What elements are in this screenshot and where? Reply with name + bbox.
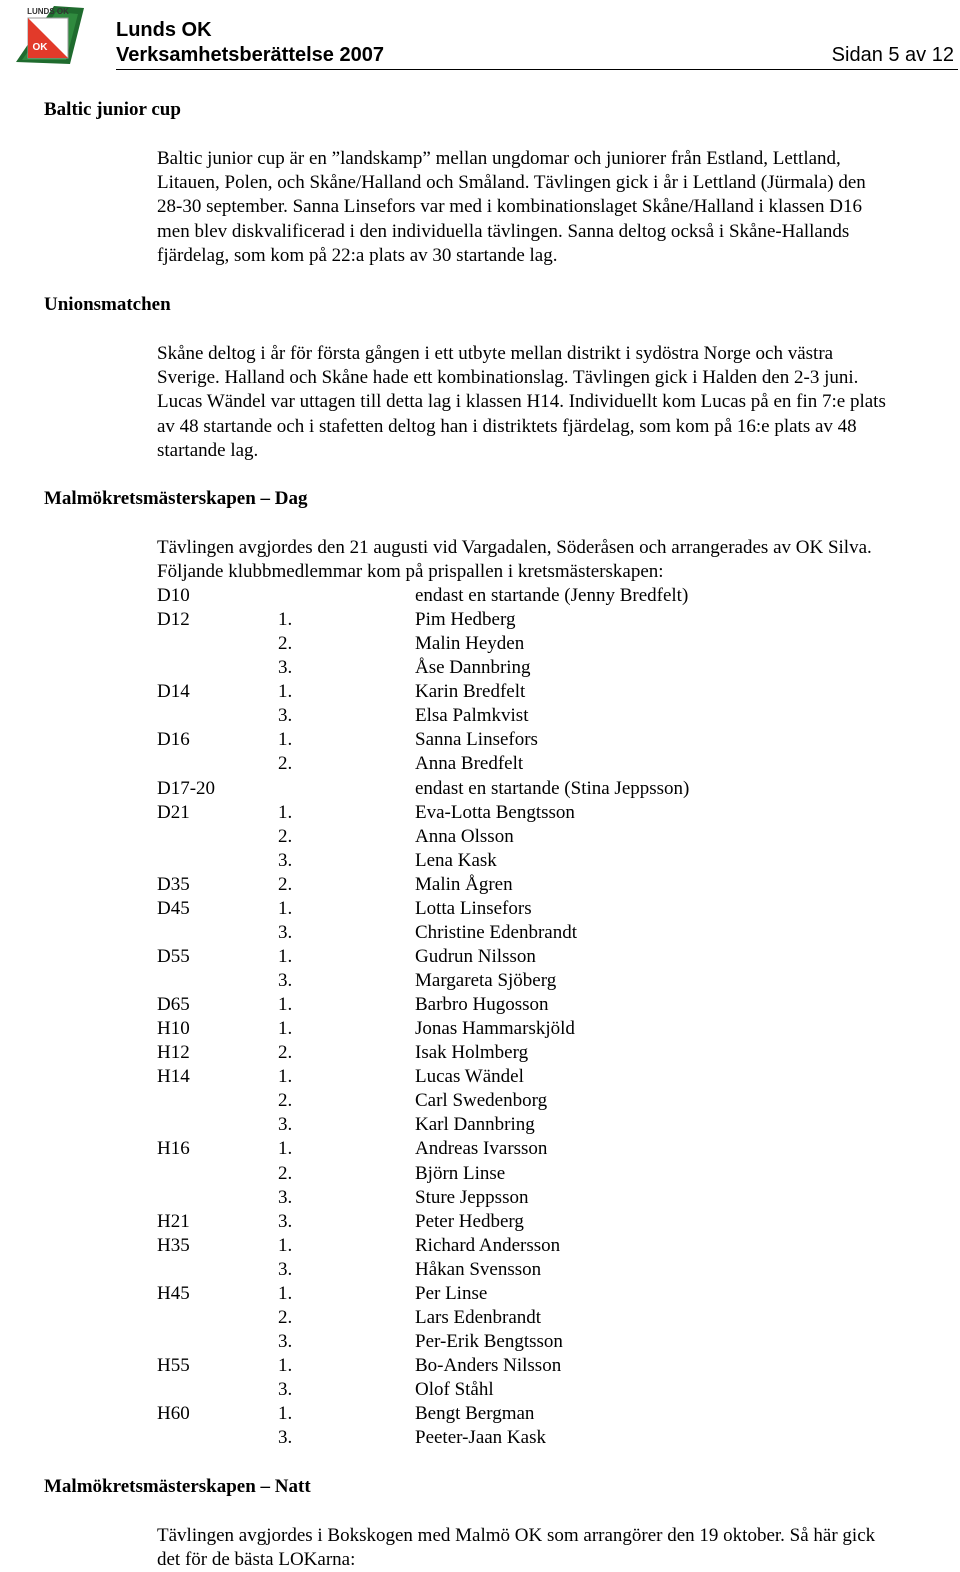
result-class: H10 [157,1018,190,1040]
result-place: 2. [278,633,293,655]
result-place: 1. [278,1138,293,1160]
paragraph-line: Sverige. Halland och Skåne hade ett kombinationslag. Tävlingen gick i Halden den 2-3 juni. [157,367,859,389]
result-row [157,825,857,849]
result-name: Anna Olsson [415,825,514,847]
night-paragraph [157,1524,957,1572]
result-class: H16 [157,1138,190,1160]
result-name: Lena Kask [415,849,497,871]
result-name: Bo-Anders Nilsson [415,1355,562,1376]
result-place: 1. [278,729,293,751]
result-name: Håkan Svensson [415,1258,542,1280]
page-number: Sidan 5 av 12 [831,44,954,66]
result-class: D35 [157,873,190,895]
report-header-line [116,43,958,70]
result-class: D14 [157,681,190,703]
result-row [157,897,857,921]
result-name: Bengt Bergman [415,1403,535,1425]
result-class: D10 [157,585,190,606]
result-name: Richard Andersson [415,1234,561,1256]
result-name: Gudrun Nilsson [415,945,536,967]
union-paragraph [157,342,957,463]
result-name: Lars Edenbrandt [415,1306,542,1328]
result-place: 1. [278,1066,293,1088]
result-row [157,752,857,776]
result-place: 3. [278,1379,293,1401]
result-place: 2. [278,1090,293,1112]
paragraph-line: Skåne deltog i år för första gången i ett utbyte mellan distrikt i sydöstra Norge och västra [157,343,834,364]
result-row [157,1065,857,1089]
result-row [157,873,857,897]
result-class: D17-20 [157,777,216,799]
result-row [157,945,857,969]
section-heading-baltic: Baltic junior cup [44,99,181,120]
paragraph-line: Baltic junior cup är en ”landskamp” mellan ungdomar och juniorer från Estland, Lettland, [157,148,841,169]
result-row [157,704,857,728]
result-row [157,1402,857,1426]
result-class: H45 [157,1282,190,1304]
result-place: 1. [278,994,293,1016]
results-list [157,584,857,1450]
result-class: H21 [157,1210,190,1232]
result-class: D65 [157,994,190,1016]
result-place: 2. [278,1162,293,1184]
result-class: D45 [157,897,190,919]
result-name: Elsa Palmkvist [415,705,529,727]
result-row [157,728,857,752]
result-name: Eva-Lotta Bengtsson [415,801,575,823]
result-name: Sture Jeppsson [415,1186,529,1208]
result-row [157,608,857,632]
result-place: 1. [278,681,293,703]
report-title: Verksamhetsberättelse 2007 [116,44,384,66]
result-place: 2. [278,753,293,775]
result-row [157,801,857,825]
section-heading-union: Unionsmatchen [44,294,171,315]
paragraph-line: Litauen, Polen, och Skåne/Halland och Småland. Tävlingen gick i år i Lettland (Jürmala) den [157,172,866,194]
result-place: 1. [278,945,293,967]
result-place: 3. [278,1258,293,1280]
svg-text:OK: OK [32,42,48,53]
result-place: 3. [278,1210,293,1232]
result-row [157,1041,857,1065]
baltic-paragraph [157,147,957,268]
result-name: endast en startande (Jenny Bredfelt) [415,585,689,606]
result-class: H60 [157,1403,190,1425]
paragraph-line: Tävlingen avgjordes i Bokskogen med Malmö OK som arrangörer den 19 oktober. Så här gick [157,1525,876,1546]
result-row [157,1162,857,1186]
svg-text:LUNDS OK: LUNDS OK [27,7,69,16]
result-row [157,777,857,801]
result-place: 3. [278,657,293,679]
paragraph-line: Tävlingen avgjordes den 21 augusti vid Vargadalen, Söderåsen och arrangerades av OK Silva. [157,537,872,558]
paragraph-line: men blev diskvalificerad i den individuella tävlingen. Sanna deltog också i Skåne-Hallands [157,220,850,242]
result-row [157,632,857,656]
result-row [157,969,857,993]
result-place: 1. [278,1403,293,1425]
result-class: D55 [157,945,190,967]
result-name: Malin Ågren [415,873,513,895]
result-row [157,656,857,680]
result-row [157,584,857,608]
result-class: D21 [157,801,190,823]
result-place: 1. [278,609,293,631]
result-place: 1. [278,1282,293,1304]
section-heading-night: Malmökretsmästerskapen – Natt [44,1476,311,1497]
result-row [157,1306,857,1330]
result-name: Barbro Hugosson [415,994,549,1016]
result-name: Malin Heyden [415,633,525,655]
result-place: 1. [278,1018,293,1040]
result-row [157,1378,857,1402]
result-name: Åse Dannbring [415,657,531,679]
result-row [157,1282,857,1306]
result-place: 3. [278,1114,293,1136]
paragraph-line: det för de bästa LOKarna: [157,1549,356,1571]
result-row [157,849,857,873]
result-name: Christine Edenbrandt [415,921,577,943]
result-name: Björn Linse [415,1162,506,1184]
result-row [157,1354,857,1378]
organization-name: Lunds OK [116,19,212,41]
result-name: Andreas Ivarsson [415,1138,548,1160]
result-place: 1. [278,897,293,919]
paragraph-line: startande lag. [157,439,259,461]
result-name: Peeter-Jaan Kask [415,1427,546,1449]
result-row [157,1330,857,1354]
result-name: Anna Bredfelt [415,753,524,775]
result-name: Peter Hedberg [415,1210,524,1232]
result-name: endast en startande (Stina Jeppsson) [415,777,690,799]
result-name: Carl Swedenborg [415,1090,548,1112]
result-row [157,1258,857,1282]
result-place: 2. [278,825,293,847]
result-class: H55 [157,1355,190,1376]
result-place: 1. [278,801,293,823]
result-class: H14 [157,1066,190,1088]
result-row [157,1113,857,1137]
result-class: H12 [157,1042,190,1064]
result-name: Lotta Linsefors [415,897,532,919]
result-name: Jonas Hammarskjöld [415,1018,575,1040]
result-row [157,1186,857,1210]
result-class: D16 [157,729,190,751]
day-paragraph [157,536,957,584]
result-row [157,1210,857,1234]
result-row [157,1426,857,1450]
result-name: Margareta Sjöberg [415,970,557,991]
result-class: H35 [157,1234,190,1256]
result-place: 3. [278,705,293,727]
result-place: 1. [278,1234,293,1256]
result-place: 3. [278,970,293,991]
paragraph-line: Lucas Wändel var uttagen till detta lag i klassen H14. Individuellt kom Lucas på en fin 7:e plats [157,391,886,413]
result-place: 1. [278,1355,293,1376]
paragraph-line: 28-30 september. Sanna Linsefors var med i kombinationslaget Skåne/Halland i klassen D16 [157,196,862,218]
paragraph-line: fjärdelag, som kom på 22:a plats av 30 startande lag. [157,244,558,266]
result-place: 3. [278,849,293,871]
result-place: 2. [278,873,293,895]
section-heading-day: Malmökretsmästerskapen – Dag [44,488,308,509]
result-place: 3. [278,1330,293,1352]
club-logo [6,4,96,72]
result-place: 3. [278,1186,293,1208]
paragraph-line: av 48 startande och i stafetten deltog han i distriktets fjärdelag, som kom på 16:e plats av 48 [157,415,857,437]
page-header [0,0,960,72]
result-place: 3. [278,1427,293,1449]
result-name: Olof Ståhl [415,1379,494,1401]
result-name: Per-Erik Bengtsson [415,1330,563,1352]
result-row [157,1234,857,1258]
result-place: 3. [278,921,293,943]
result-name: Lucas Wändel [415,1066,524,1088]
result-row [157,1137,857,1161]
paragraph-line: Följande klubbmedlemmar kom på prispallen i kretsmästerskapen: [157,561,664,583]
result-row [157,680,857,704]
result-name: Sanna Linsefors [415,729,538,751]
result-row [157,993,857,1017]
result-place: 2. [278,1042,293,1064]
result-class: D12 [157,609,190,631]
result-row [157,1089,857,1113]
result-name: Isak Holmberg [415,1042,529,1064]
result-name: Karin Bredfelt [415,681,526,703]
result-name: Pim Hedberg [415,609,516,631]
result-row [157,921,857,945]
result-row [157,1017,857,1041]
result-name: Per Linse [415,1282,488,1304]
result-name: Karl Dannbring [415,1114,535,1136]
result-place: 2. [278,1306,293,1328]
